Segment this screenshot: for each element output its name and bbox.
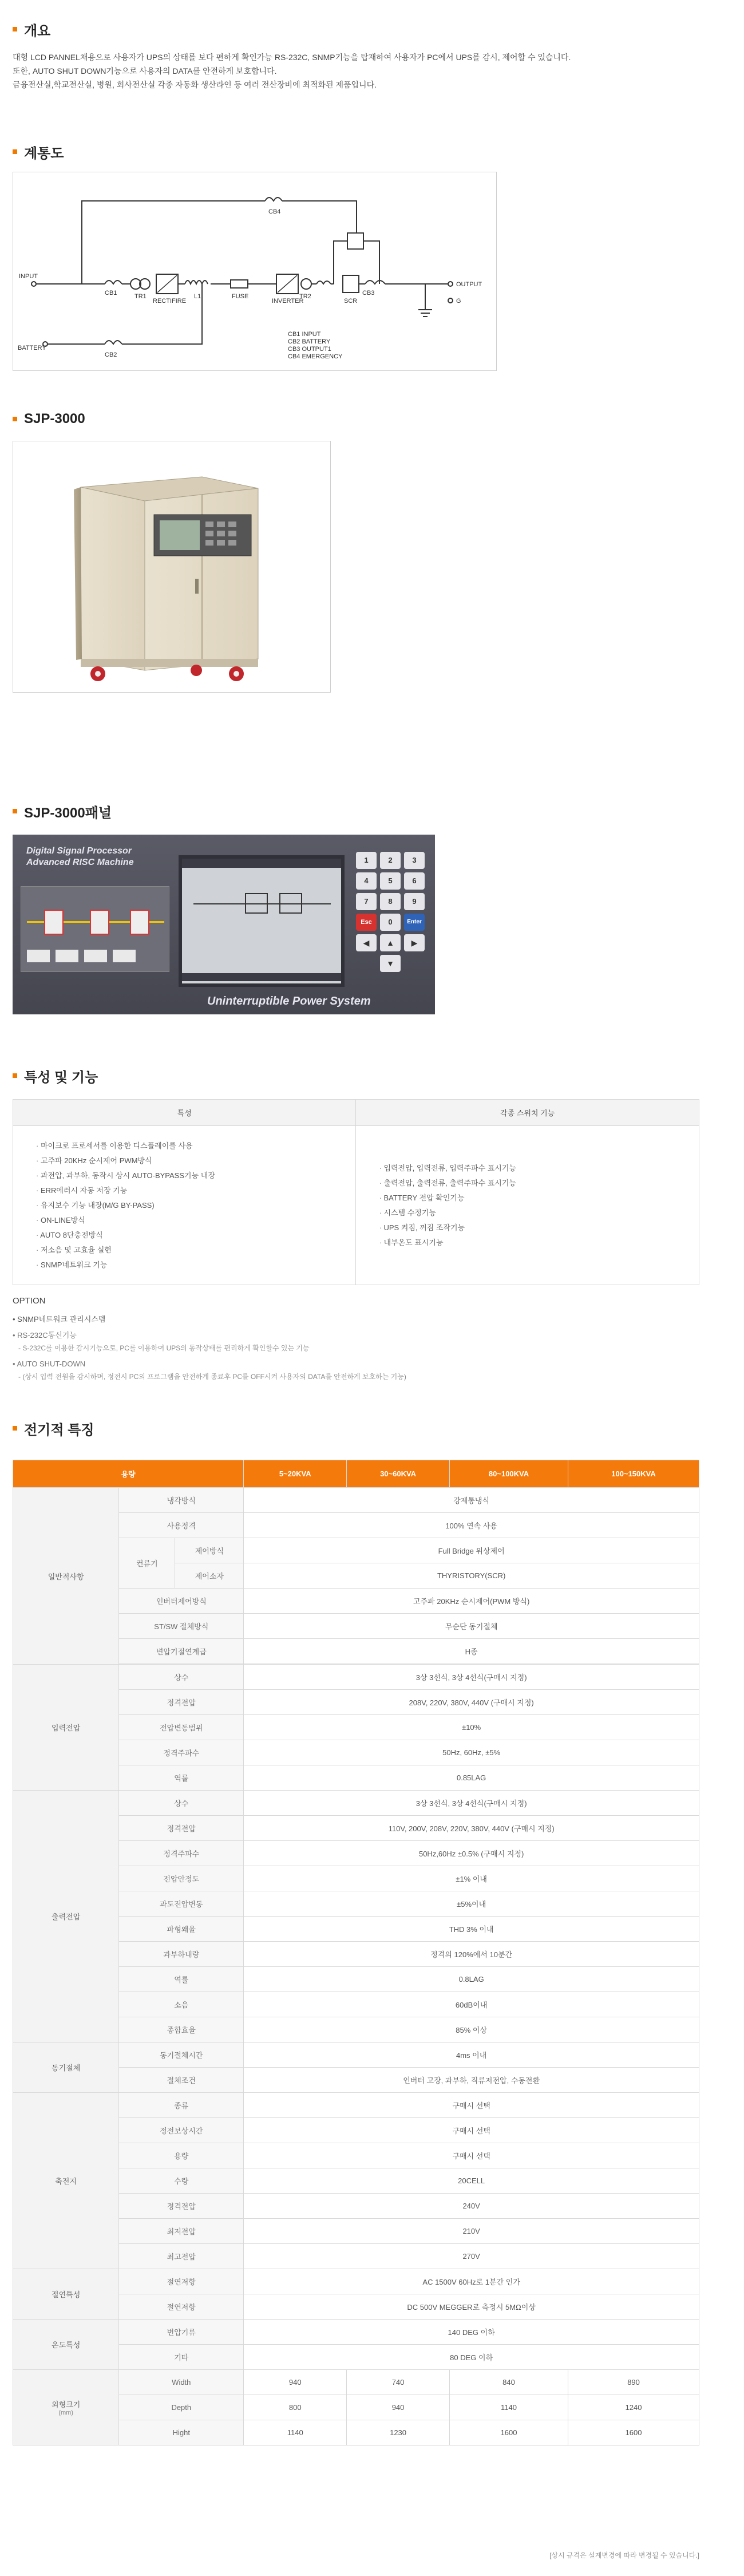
row-label: 최저전압 (119, 2219, 244, 2244)
features-table (13, 1099, 699, 1285)
switch-feature-item: · 출력전압, 출력전류, 출력주파수 표시기능 (379, 1176, 676, 1191)
esc-button[interactable]: Esc (356, 914, 377, 931)
features-title: 특성 및 기능 (13, 1066, 98, 1085)
feature-item: · 저소음 및 고효율 실현 (36, 1243, 333, 1258)
arrow-down-icon[interactable]: ▼ (380, 955, 401, 972)
feature-item: · 유지보수 기능 내장(M/G BY-PASS) (36, 1198, 333, 1213)
row-value: 208V, 220V, 380V, 440V (구매시 지정) (244, 1690, 699, 1715)
panel-heading-1: Digital Signal Processor (26, 846, 132, 856)
row-label: Hight (119, 2420, 244, 2445)
row-value: 800 (244, 2395, 347, 2420)
row-label: 과부하내량 (119, 1942, 244, 1967)
feature-item: · 마이크로 프로세서를 이용한 디스플레이를 사용 (36, 1139, 333, 1153)
row-label: 변압기류 (119, 2320, 244, 2345)
row-value: 840 (449, 2370, 568, 2395)
row-value: 1140 (449, 2395, 568, 2420)
features-col1-header: 특성 (13, 1100, 356, 1126)
row-value: ±1% 이내 (244, 1866, 699, 1891)
keypad (356, 852, 427, 995)
category-cell (13, 2370, 119, 2445)
diagram-title: 계통도 (13, 142, 64, 161)
switch-feature-item: · 입력전압, 입력전류, 입력주파수 표시기능 (379, 1161, 676, 1176)
row-label: 파형왜율 (119, 1917, 244, 1942)
row-value: 고주파 20KHz 순시제어(PWM 방식) (244, 1589, 699, 1614)
label-rectifire: RECTIFIRE (153, 298, 187, 305)
row-value: 구매시 선택 (244, 2118, 699, 2143)
row-value: 50Hz,60Hz ±0.5% (구매시 지정) (244, 1841, 699, 1866)
feature-item: · 고주파 20KHz 순시제어 PWM방식 (36, 1153, 333, 1168)
legend-item: CB4 EMERGENCY (288, 353, 343, 360)
category-cell: 입력전압 (13, 1665, 119, 1791)
row-label: 기타 (119, 2345, 244, 2370)
row-value: DC 500V MEGGER로 측정시 5MΩ이상 (244, 2294, 699, 2320)
row-value: 110V, 200V, 208V, 220V, 380V, 440V (구매시 지정) (244, 1816, 699, 1841)
legend-item: CB3 OUTPUT1 (288, 346, 331, 353)
feature-item: · ERR에러시 자동 저장 기능 (36, 1183, 333, 1198)
inverter-icon (90, 910, 109, 935)
row-label: 제어방식 (175, 1538, 244, 1563)
overview-title: 개요 (13, 19, 571, 39)
spec-header-cell: 30~60KVA (347, 1460, 450, 1488)
label-cb3: CB3 (362, 290, 375, 297)
label-fuse: FUSE (232, 293, 249, 300)
row-value: 85% 이상 (244, 2017, 699, 2042)
row-label: 절체조건 (119, 2068, 244, 2093)
feature-item: · 과전압, 과부하, 동작시 상시 AUTO-BYPASS기능 내장 (36, 1168, 333, 1183)
indicator-led (113, 950, 136, 962)
key-button[interactable]: 7 (356, 893, 377, 910)
row-label: 절연저항 (119, 2269, 244, 2294)
row-value: 4ms 이내 (244, 2042, 699, 2068)
key-button[interactable]: 0 (380, 914, 401, 931)
spec-table (13, 1460, 699, 2445)
switch-feature-item: · BATTERY 전압 확인기능 (379, 1191, 676, 1206)
row-label: 정격주파수 (119, 1841, 244, 1866)
lcd-titlebar (182, 859, 341, 868)
row-value: H종 (244, 1639, 699, 1664)
option-item: • SNMP네트워크 관리시스템 (13, 1315, 106, 1323)
system-diagram (13, 172, 497, 371)
row-value: 정격의 120%에서 10분간 (244, 1942, 699, 1967)
row-label: 역률 (119, 1967, 244, 1992)
panel-mini-diagram (21, 886, 169, 972)
overview-line: 금융전산실,학교전산실, 병원, 회사전산실 각종 자동화 생산라인 등 여러 전산장비에 최적화된 제품입니다. (13, 80, 377, 89)
category-cell: 축전지 (13, 2093, 119, 2269)
row-label: 컨류기 (119, 1538, 175, 1589)
row-value: 1600 (568, 2420, 699, 2445)
indicator-led (56, 950, 78, 962)
label-tr2: TR2 (299, 293, 311, 300)
arrow-left-icon[interactable]: ◀ (356, 934, 377, 951)
row-label: Depth (119, 2395, 244, 2420)
option-block (13, 1295, 406, 1383)
row-value: 940 (347, 2395, 450, 2420)
row-value: AC 1500V 60Hz로 1분간 인가 (244, 2269, 699, 2294)
category-label: 외형크기 (52, 2400, 81, 2409)
spec-header-cell: 용량 (13, 1460, 244, 1488)
features-col2-header: 각종 스위치 기능 (356, 1100, 699, 1126)
row-value: 3상 3선식, 3상 4선식(구매시 지정) (244, 1665, 699, 1690)
features-col2 (356, 1126, 699, 1285)
row-label: Width (119, 2370, 244, 2395)
row-value: 890 (568, 2370, 699, 2395)
label-cb2: CB2 (105, 351, 117, 358)
row-value: 1140 (244, 2420, 347, 2445)
row-value: 0.8LAG (244, 1967, 699, 1992)
row-value: 50Hz, 60Hz, ±5% (244, 1740, 699, 1765)
row-value: 20CELL (244, 2168, 699, 2194)
row-label: 정격전압 (119, 2194, 244, 2219)
option-title: OPTION (13, 1296, 46, 1306)
overview-line: 또한, AUTO SHUT DOWN기능으로 사용자의 DATA를 안전하게 보호합니다. (13, 66, 277, 76)
lcd-bus-line (193, 903, 331, 904)
row-value: THYRISTORY(SCR) (244, 1563, 699, 1589)
table-row (13, 1791, 699, 1816)
row-value: THD 3% 이내 (244, 1917, 699, 1942)
row-label: 전압변동범위 (119, 1715, 244, 1740)
feature-item: · AUTO 8단충전방식 (36, 1228, 333, 1243)
row-label: 변압기절연계급 (119, 1639, 244, 1664)
switch-feature-item: · 내부온도 표시기능 (379, 1235, 676, 1250)
row-label: 제어소자 (175, 1563, 244, 1589)
features-section (13, 1066, 98, 1085)
enter-button[interactable]: Enter (404, 914, 425, 931)
ups-cabinet-illustration (13, 441, 331, 693)
product-title: SJP-3000 (13, 409, 85, 429)
legend-item: CB1 INPUT (288, 331, 321, 338)
legend-item: CB2 BATTERY (288, 338, 331, 345)
row-value: 240V (244, 2194, 699, 2219)
row-value: 80 DEG 이하 (244, 2345, 699, 2370)
row-label: 절연저항 (119, 2294, 244, 2320)
overview-text (13, 50, 571, 92)
row-label: 종류 (119, 2093, 244, 2118)
label-inverter: INVERTER (272, 298, 304, 305)
row-value: 1600 (449, 2420, 568, 2445)
label-battery: BATTERY (18, 345, 46, 351)
keypad-spacer (356, 955, 377, 972)
control-panel-image (13, 835, 435, 1014)
row-label: 사용정격 (119, 1513, 244, 1538)
panel-footer: Uninterruptible Power System (207, 995, 371, 1008)
row-value: 0.85LAG (244, 1765, 699, 1791)
category-cell: 일반적사항 (13, 1488, 119, 1665)
row-value: 1240 (568, 2395, 699, 2420)
row-label: 종합효율 (119, 2017, 244, 2042)
row-label: 정격주파수 (119, 1740, 244, 1765)
category-unit: (mm) (58, 2409, 73, 2416)
orange-bullet-icon (13, 1426, 17, 1431)
table-row (13, 2320, 699, 2345)
indicator-led (84, 950, 107, 962)
row-label: 수량 (119, 2168, 244, 2194)
row-label: 냉각방식 (119, 1488, 244, 1513)
spec-note: [상시 규격은 설계변경에 따라 변경될 수 있습니다.] (549, 2551, 699, 2559)
orange-bullet-icon (13, 417, 17, 421)
lcd-screen (179, 855, 345, 987)
row-value: 740 (347, 2370, 450, 2395)
row-label: 최고전압 (119, 2244, 244, 2269)
row-label: 상수 (119, 1665, 244, 1690)
row-label: ST/SW 절체방식 (119, 1614, 244, 1639)
overview-line: 대형 LCD PANNEL채용으로 사용자가 UPS의 상태를 보다 편하게 확인가능 RS-232C, SNMP기능을 탑재하여 사용자가 PC에서 UPS를 감시, 제어할 수 있습니다. (13, 53, 571, 62)
key-button[interactable]: 5 (380, 872, 401, 890)
key-button[interactable]: 8 (380, 893, 401, 910)
key-button[interactable]: 1 (356, 852, 377, 869)
switch-icon (130, 910, 149, 935)
lcd-statusbar (182, 973, 341, 981)
rectifier-icon (44, 910, 64, 935)
label-scr: SCR (344, 298, 358, 305)
orange-bullet-icon (13, 809, 17, 813)
spec-section (13, 1419, 94, 1438)
diagram-section (13, 142, 64, 161)
row-value: 140 DEG 이하 (244, 2320, 699, 2345)
row-value: 210V (244, 2219, 699, 2244)
row-value: ±5%이내 (244, 1891, 699, 1917)
row-label: 정격전압 (119, 1690, 244, 1715)
spec-header-cell: 100~150KVA (568, 1460, 699, 1488)
spec-header-cell: 5~20KVA (244, 1460, 347, 1488)
row-label: 인버터제어방식 (119, 1589, 244, 1614)
row-label: 정격전압 (119, 1816, 244, 1841)
feature-item: · SNMP네트워크 기능 (36, 1258, 333, 1273)
row-value: Full Bridge 위상제어 (244, 1538, 699, 1563)
option-item: • AUTO SHUT-DOWN (13, 1360, 86, 1368)
switch-feature-item: · 시스템 수정기능 (379, 1206, 676, 1220)
spec-header-cell: 80~100KVA (449, 1460, 568, 1488)
overview-section (13, 19, 571, 92)
option-item: • RS-232C통신기능 (13, 1331, 77, 1340)
label-ground: G (456, 298, 461, 305)
indicator-led (27, 950, 50, 962)
category-cell: 절연특성 (13, 2269, 119, 2320)
row-value: 강제통냉식 (244, 1488, 699, 1513)
orange-bullet-icon (13, 149, 17, 154)
arrow-right-icon[interactable]: ▶ (404, 934, 425, 951)
key-button[interactable]: 2 (380, 852, 401, 869)
key-button[interactable]: 9 (404, 893, 425, 910)
row-label: 용량 (119, 2143, 244, 2168)
circuit-diagram (13, 172, 497, 372)
row-value: 60dB이내 (244, 1992, 699, 2017)
switch-feature-item: · UPS 켜짐, 꺼짐 조작기능 (379, 1220, 676, 1235)
row-value: 구매시 선택 (244, 2143, 699, 2168)
option-desc: - S-232C를 이용한 감시기능으로, PC를 이용하여 UPS의 동작상태를 편리하게 확인할수 있는 기능 (18, 1344, 310, 1352)
row-label: 역률 (119, 1765, 244, 1791)
row-label: 전압안정도 (119, 1866, 244, 1891)
product-image (13, 441, 331, 693)
orange-bullet-icon (13, 27, 17, 31)
table-row (13, 2093, 699, 2118)
row-value: 1230 (347, 2420, 450, 2445)
feature-item: · ON-LINE방식 (36, 1213, 333, 1228)
category-cell: 출력전압 (13, 1791, 119, 2042)
panel-section (13, 801, 112, 821)
table-row (13, 2042, 699, 2068)
row-label: 소음 (119, 1992, 244, 2017)
label-tr1: TR1 (134, 293, 147, 300)
key-button[interactable]: 6 (404, 872, 425, 890)
option-desc: - (상시 입력 전원을 감시하며, 정전시 PC의 프로그램을 안전하게 종료후 PC를 OFF시켜 사용자의 DATA를 안전하게 보호하는 기능) (18, 1373, 406, 1381)
table-row (13, 2370, 699, 2395)
key-button[interactable]: 4 (356, 872, 377, 890)
arrow-up-icon[interactable]: ▲ (380, 934, 401, 951)
table-row (13, 1488, 699, 1513)
row-value: 구매시 선택 (244, 2093, 699, 2118)
row-value: 무순단 동기절체 (244, 1614, 699, 1639)
spec-header-row (13, 1460, 699, 1488)
row-value: 3상 3선식, 3상 4선식(구매시 지정) (244, 1791, 699, 1816)
row-value: 270V (244, 2244, 699, 2269)
row-label: 상수 (119, 1791, 244, 1816)
key-button[interactable]: 3 (404, 852, 425, 869)
row-value: ±10% (244, 1715, 699, 1740)
label-input: INPUT (19, 273, 38, 280)
panel-title: SJP-3000패널 (13, 801, 112, 821)
category-cell: 온도특성 (13, 2320, 119, 2370)
features-col1 (13, 1126, 356, 1285)
spec-title: 전기적 특징 (13, 1419, 94, 1438)
label-cb4: CB4 (268, 208, 281, 215)
label-cb1: CB1 (105, 290, 117, 297)
row-value: 940 (244, 2370, 347, 2395)
label-l1: L1 (194, 293, 201, 300)
row-value: 인버터 고장, 과부하, 직류저전압, 수동전환 (244, 2068, 699, 2093)
table-row (13, 2269, 699, 2294)
row-label: 과도전압변동 (119, 1891, 244, 1917)
category-cell: 동기절체 (13, 2042, 119, 2093)
row-label: 정전보상시간 (119, 2118, 244, 2143)
orange-bullet-icon (13, 1073, 17, 1078)
panel-heading-2: Advanced RISC Machine (26, 858, 134, 867)
label-output: OUTPUT (456, 281, 482, 288)
row-label: 동기절체시간 (119, 2042, 244, 2068)
product-section (13, 409, 85, 429)
table-row (13, 1665, 699, 1690)
row-value: 100% 연속 사용 (244, 1513, 699, 1538)
